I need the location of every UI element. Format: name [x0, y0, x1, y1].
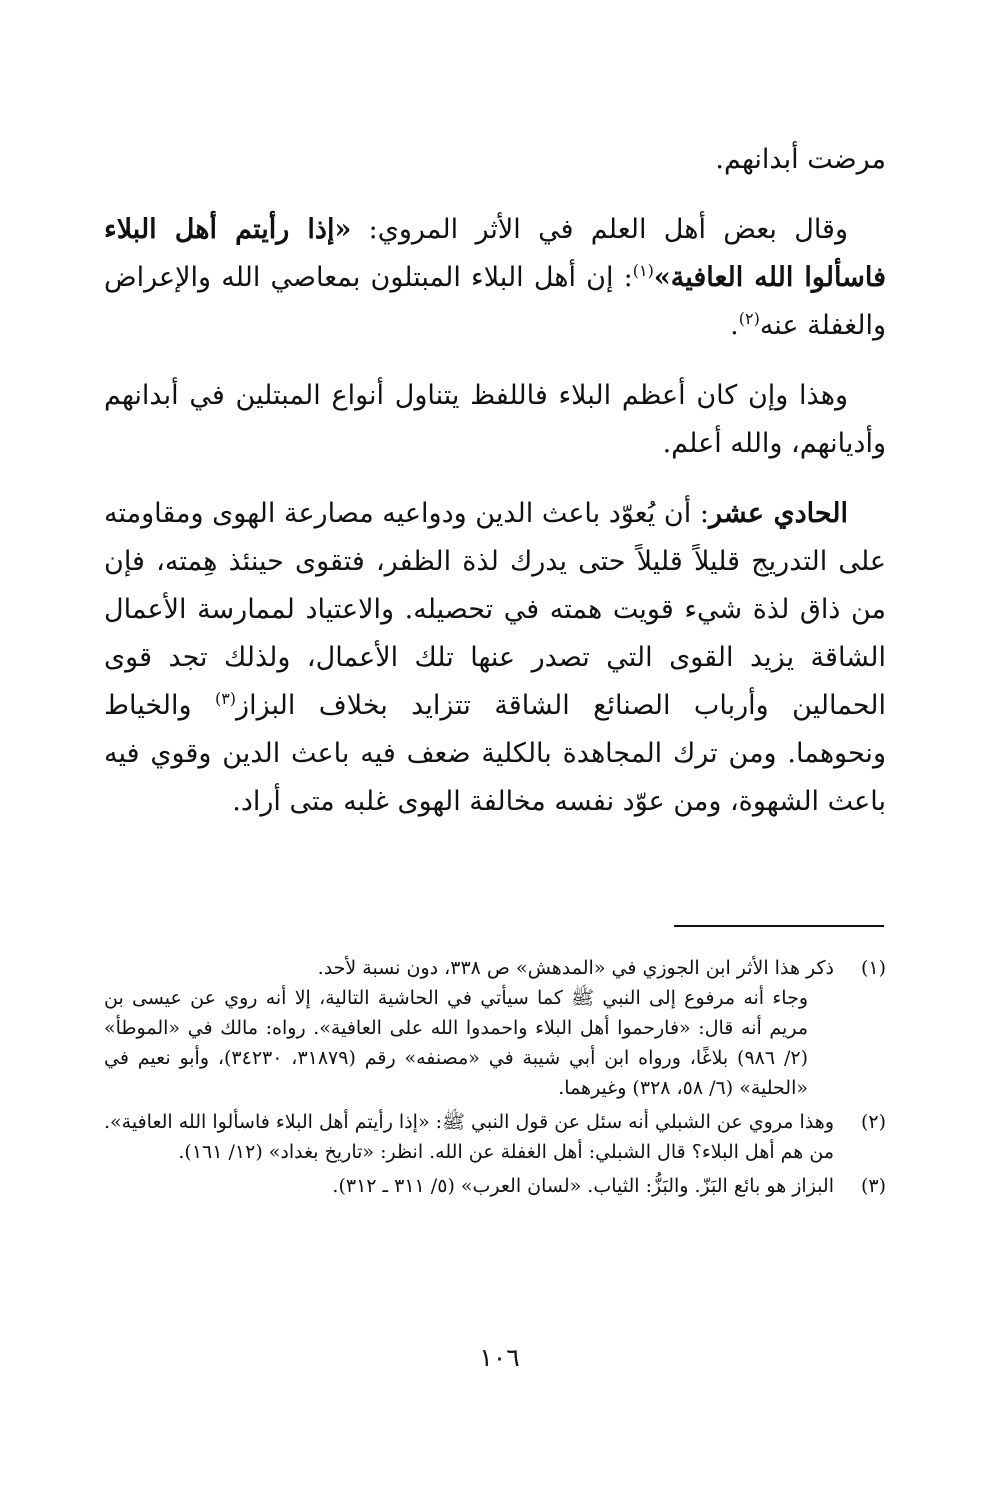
footnote-2-body: وهذا مروي عن الشبلي أنه سئل عن قول النبي ﷺ: «إذا رأيتم أهل البلاء فاسألوا الله العافية». من هم أهل البلاء؟ قال الشبلي: أهل الغفلة عن الله. انظر: «تاريخ بغداد» (١٢/ ١٦١).: [104, 1111, 834, 1163]
footnote-separator: [674, 925, 884, 927]
footnote-ref-2[interactable]: (٢): [738, 309, 760, 328]
paragraph-1-text: مرضت أبدانهم.: [715, 144, 886, 175]
paragraph-4: [104, 490, 886, 826]
footnotes-section: [104, 953, 886, 1205]
footnote-1-line-2: وجاء أنه مرفوع إلى النبي ﷺ كما سيأتي في الحاشية التالية، إلا أنه روي عن عيسى بن مريم أنه قال: «فارحموا أهل البلاء واحمدوا الله على العافية». رواه: مالك في «الموطأ» (٢/ ٩٨٦) بلاغًا، ورواه ابن أبي شيبة في «مصنفه» رقم (٣١٨٧٩، ٣٤٢٣٠)، وأبو نعيم في «الحلية» (٦/ ٥٨، ٣٢٨) وغيرهما.: [104, 987, 808, 1099]
page-number: ١٠٦: [479, 1343, 520, 1372]
hadith-quote-part-2: فاسألوا الله العافية»: [653, 262, 886, 293]
paragraph-1: [104, 136, 886, 184]
paragraph-4-part-1: : أن يُعوّد باعث الدين ودواعيه مصارعة الهوى ومقاومته على التدريج قليلاً قليلاً حتى يدرك لذة الظفر، فتقوى حينئذ هِمته، فإن من ذاق لذة شيء قويت همته في تحصيله. والاعتياد لممارسة الأعمال الشاقة يزيد القوى التي تصدر عنها تلك الأعمال، ولذلك تجد قوى الحمالين وأرباب الصنائع الشاقة تتزايد بخلاف البزاز: [104, 498, 886, 721]
hadith-quote-part-1: «إذا رأيتم أهل البلاء: [104, 214, 352, 245]
paragraph-3: [104, 372, 886, 468]
footnote-3-body: البزاز هو بائع البَزّ. والبَزُّ: الثياب. «لسان العرب» (٥/ ٣١١ ـ ٣١٢).: [332, 1175, 834, 1197]
paragraph-3-text: وهذا وإن كان أعظم البلاء فاللفظ يتناول أنواع المبتلين في أبدانهم وأديانهم، والله أعلم.: [104, 380, 886, 459]
footnote-ref-1[interactable]: (١): [632, 261, 654, 280]
footnote-1-body: [104, 953, 834, 1103]
footnote-1-line-1: ذكر هذا الأثر ابن الجوزي في «المدهش» ص ٣٣٨، دون نسبة لأحد.: [317, 957, 834, 979]
footnote-2-number: (٢): [860, 1111, 886, 1133]
footnote-3: [104, 1171, 886, 1201]
footnote-ref-3[interactable]: (٣): [214, 689, 237, 708]
paragraph-2: [104, 206, 886, 350]
footnote-1-number: (١): [860, 957, 886, 979]
footnote-2: [104, 1107, 886, 1167]
paragraph-4-part-2: والخياط ونحوهما. ومن ترك المجاهدة بالكلية ضعف فيه باعث الدين وقوي فيه باعث الشهوة، ومن عوّد نفسه مخالفة الهوى غلبه متى أراد.: [104, 690, 886, 817]
footnote-1: [104, 953, 886, 1103]
section-heading-eleventh: الحادي عشر: [708, 498, 848, 529]
paragraph-2-intro: وقال بعض أهل العلم في الأثر المروي:: [351, 214, 848, 245]
footnote-3-number: (٣): [860, 1175, 886, 1197]
main-text: [104, 136, 886, 826]
paragraph-2-middle: : إن أهل البلاء المبتلون بمعاصي الله والإعراض والغفلة عنه: [104, 262, 886, 341]
paragraph-2-end: .: [730, 310, 739, 341]
